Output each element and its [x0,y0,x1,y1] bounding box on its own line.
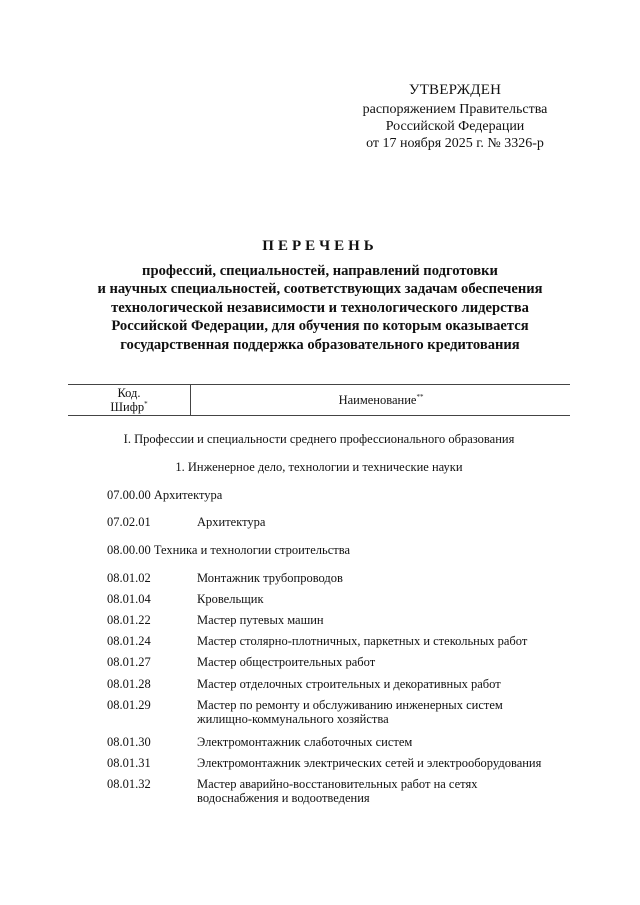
row-name [197,571,577,585]
group-heading: 07.00.00 Архитектура [107,488,223,502]
row-code: 08.01.27 [107,655,151,669]
row-name-line: жилищно-коммунального хозяйства [197,712,389,726]
approval-block [340,82,570,152]
table-header [68,384,570,416]
subtitle-line: профессий, специальностей, направлений подготовки [142,263,498,279]
subtitle-line: Российской Федерации, для обучения по которым оказывается [111,318,529,335]
row-name-line: Мастер общестроительных работ [197,655,376,669]
row-name [197,655,577,669]
approval-line-1: распоряжением Правительства [362,102,548,117]
row-name [197,613,577,627]
subsection-heading: 1. Инженерное дело, технологии и технические науки [175,460,463,474]
approval-line-3: от 17 ноября 2025 г. № 3326-р [366,136,544,151]
subtitle-line: технологической независимости и технологического лидерства [111,299,529,316]
row-name-line: Мастер аварийно-восстановительных работ на сетях [197,777,478,791]
footnote-mark: * [144,399,148,408]
row-name [197,592,577,606]
section-heading: I. Профессии и специальности среднего профессионального образования [123,432,515,446]
row-name-line: Мастер по ремонту и обслуживанию инженерных систем [197,698,503,712]
row-name [197,756,577,770]
code-header-line-2 [68,400,190,414]
row-code: 08.01.30 [107,735,151,749]
row-name-line: Архитектура [197,515,266,529]
row-name-line: Мастер столярно-плотничных, паркетных и стекольных работ [197,634,528,648]
row-name-line: Мастер отделочных строительных и декоративных работ [197,677,501,691]
row-code: 08.01.32 [107,777,151,791]
code-header-line-1: Код. [117,386,141,400]
code-column-header [68,385,191,415]
code-header-text: Шифр [110,400,145,414]
footnote-mark: ** [416,392,424,401]
row-code: 08.01.04 [107,592,151,606]
approval-line-2: Российской Федерации [385,119,525,134]
document-title: ПЕРЕЧЕНЬ [262,238,378,254]
row-name-line: Электромонтажник электрических сетей и электрооборудования [197,756,542,770]
group-heading: 08.00.00 Техника и технологии строительства [107,543,351,557]
row-code: 08.01.24 [107,634,151,648]
name-column-header [192,385,570,415]
row-name-line: водоснабжения и водоотведения [197,791,370,805]
subtitle-line: государственная поддержка образовательного кредитования [120,336,520,353]
row-name-line: Электромонтажник слаботочных систем [197,735,413,749]
row-code: 07.02.01 [107,515,151,529]
subtitle-line: и научных специальностей, соответствующих задачам обеспечения [97,281,543,298]
row-name-line: Мастер путевых машин [197,613,324,627]
row-name-line: Кровельщик [197,592,264,606]
row-code: 08.01.29 [107,698,151,712]
row-name [197,698,577,726]
document-subtitle [60,262,580,354]
row-name [197,677,577,691]
row-name [197,735,577,749]
name-header-text: Наименование [338,393,417,407]
row-code: 08.01.31 [107,756,151,770]
row-code: 08.01.28 [107,677,151,691]
row-name [197,634,577,648]
approval-heading: УТВЕРЖДЕН [408,82,502,98]
row-code: 08.01.02 [107,571,151,585]
row-code: 08.01.22 [107,613,151,627]
row-name-line: Монтажник трубопроводов [197,571,343,585]
row-name [197,515,577,529]
row-name [197,777,577,805]
